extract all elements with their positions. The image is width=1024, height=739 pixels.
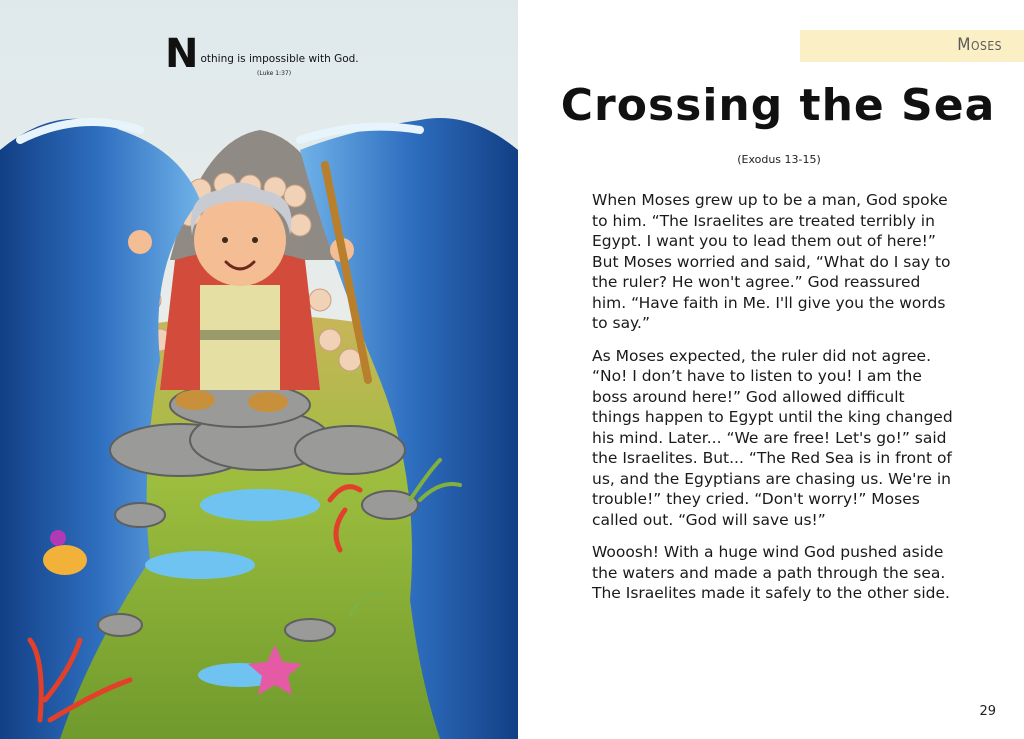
verse-reference: (Luke 1:37) bbox=[257, 70, 292, 77]
verse-dropcap: N bbox=[165, 31, 199, 77]
section-tab bbox=[800, 30, 1024, 62]
scripture-reference: (Exodus 13-15) bbox=[737, 153, 821, 166]
paragraph: Wooosh! With a huge wind God pushed aside the waters and made a path through the sea. The Israelites made it safely to the other side. bbox=[592, 543, 950, 602]
text-page bbox=[518, 0, 1024, 739]
section-label: Moses bbox=[957, 35, 1002, 55]
story-title: Crossing the Sea bbox=[560, 80, 996, 131]
verse-text: othing is impossible with God. bbox=[200, 53, 359, 65]
page-number: 29 bbox=[979, 704, 996, 719]
story-body bbox=[592, 190, 957, 616]
verse-quote bbox=[165, 31, 365, 77]
paragraph: When Moses grew up to be a man, God spoke to him. “The Israelites are treated terribly in Egypt. I want you to lead them out of here!” But Moses worried and said, “What do I say to the ruler? He won't agree.” God reassured him. “Have faith in Me. I'll give you the words to say.” bbox=[592, 191, 951, 332]
paragraph: As Moses expected, the ruler did not agree. “No! I don’t have to listen to you! I am the boss around here!” God allowed difficult things happen to Egypt until the king changed his mind. Later... “We are free! Let's go!” said the Israelites. But... “The Red Sea is in front of us, and the Egyptians are chasing us. We're in trouble!” they cried. “Don't worry!” Moses called out. “God will save us!” bbox=[592, 346, 953, 529]
